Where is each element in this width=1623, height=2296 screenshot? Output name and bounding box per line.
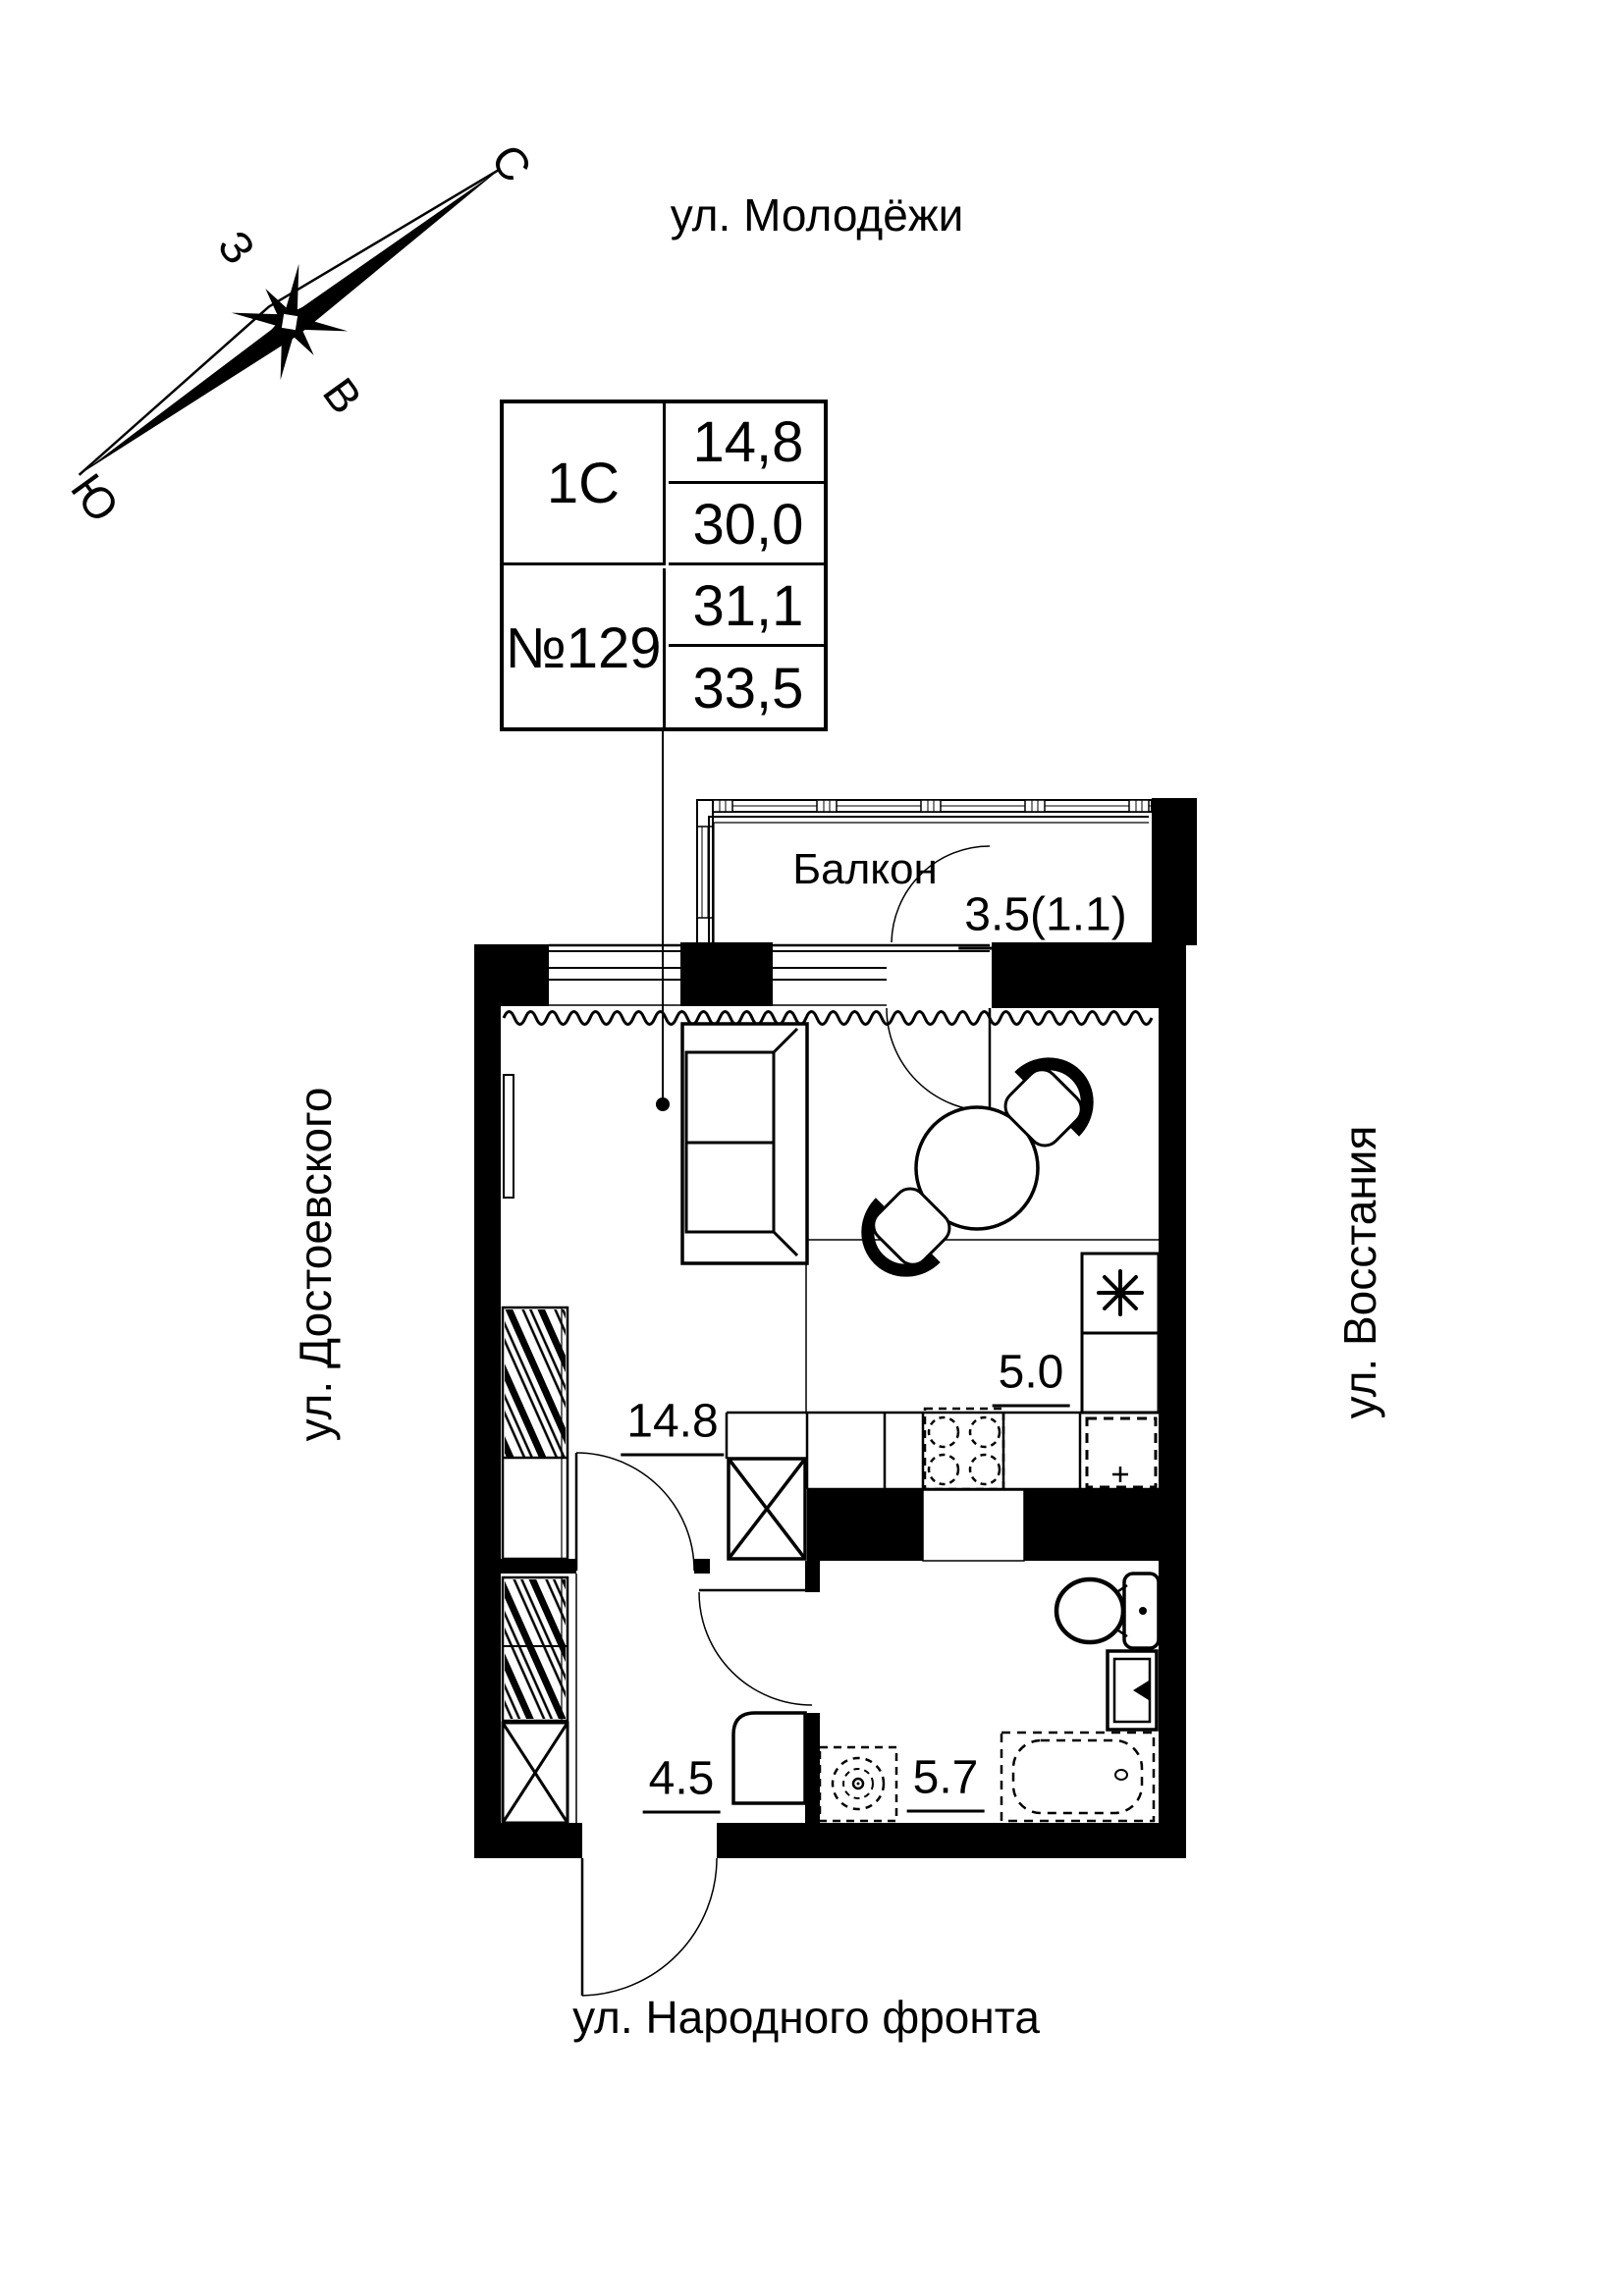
washing-machine — [820, 1747, 896, 1821]
wall-top-right — [992, 942, 1186, 1008]
shaft-box-bottom-left — [503, 1723, 568, 1823]
leader-line — [656, 731, 670, 1111]
compass-east-label: В — [312, 368, 373, 423]
compass-south-label: Ю — [61, 463, 130, 532]
wall-bottom-left — [474, 1823, 582, 1858]
wall-bath-top-left — [807, 1490, 923, 1561]
street-right: ул. Восстания — [1334, 1125, 1385, 1419]
wall-right — [1159, 1008, 1186, 1858]
balcony-left-rail — [697, 800, 713, 944]
wall-bath-top-right — [1024, 1490, 1161, 1561]
total-area-with-balcony-value: 33,5 — [692, 657, 804, 721]
bathtub — [1001, 1733, 1154, 1821]
wall-bath-side-lower — [805, 1713, 820, 1823]
apartment-info-table — [500, 400, 828, 731]
room-door — [576, 1453, 694, 1571]
sofa — [682, 1024, 807, 1263]
entry-door — [582, 1858, 717, 1996]
stove — [925, 1409, 1003, 1489]
window-balcony — [773, 945, 990, 1005]
hall-cabinet — [733, 1713, 805, 1803]
wall-top-pier — [680, 942, 773, 1006]
area-no-balcony-value: 30,0 — [669, 487, 828, 565]
living-area-value: 14,8 — [669, 403, 828, 484]
balcony-label: Балкон — [792, 845, 938, 893]
leader-dot — [656, 1097, 670, 1111]
toilet — [1056, 1574, 1159, 1648]
shaft-box-center — [729, 1459, 805, 1559]
kitchen-area-label: 5.0 — [993, 1346, 1070, 1408]
street-top: ул. Молодёжи — [670, 189, 964, 240]
wall-top-left-corner — [474, 944, 549, 1006]
bathroom-door — [699, 1590, 812, 1705]
wardrobe-lower — [503, 1577, 568, 1721]
wall-niche — [923, 1490, 1024, 1561]
wall-bottom-right — [717, 1823, 1186, 1858]
compass-north-label: С — [481, 134, 542, 191]
layout-code: 1С — [504, 403, 666, 565]
asterisk-icon — [1099, 1271, 1142, 1314]
insulation-wavy-line — [504, 1012, 1152, 1025]
balcony-area-label: 3.5(1.1) — [958, 888, 1132, 950]
wall-room-hall-stub — [694, 1559, 710, 1574]
wardrobe-upper — [503, 1308, 568, 1559]
compass-west-label: З — [207, 221, 266, 274]
bathroom-sink — [1108, 1651, 1157, 1730]
bathroom-area-label: 5.7 — [907, 1751, 985, 1813]
fridge-cabinets — [1082, 1254, 1159, 1413]
compass-rose — [55, 135, 525, 508]
total-area-value: 31,1 — [669, 568, 828, 647]
kitchen-sink-unit — [1087, 1418, 1156, 1487]
dining-set — [851, 1047, 1104, 1287]
hall-area-label: 4.5 — [643, 1752, 721, 1814]
wall-left — [474, 944, 501, 1858]
wall-room-hall — [501, 1559, 576, 1574]
street-left: ул. Достоевского — [290, 1087, 341, 1442]
street-bottom: ул. Народного фронта — [572, 1992, 1040, 2043]
living-room-area-label: 14.8 — [621, 1395, 724, 1457]
radiator — [504, 1075, 514, 1198]
apartment-number: №129 — [504, 568, 666, 727]
tap-icon — [1133, 1681, 1149, 1700]
balcony-end-wall — [1152, 798, 1197, 945]
wall-bath-side-upper — [805, 1561, 820, 1592]
